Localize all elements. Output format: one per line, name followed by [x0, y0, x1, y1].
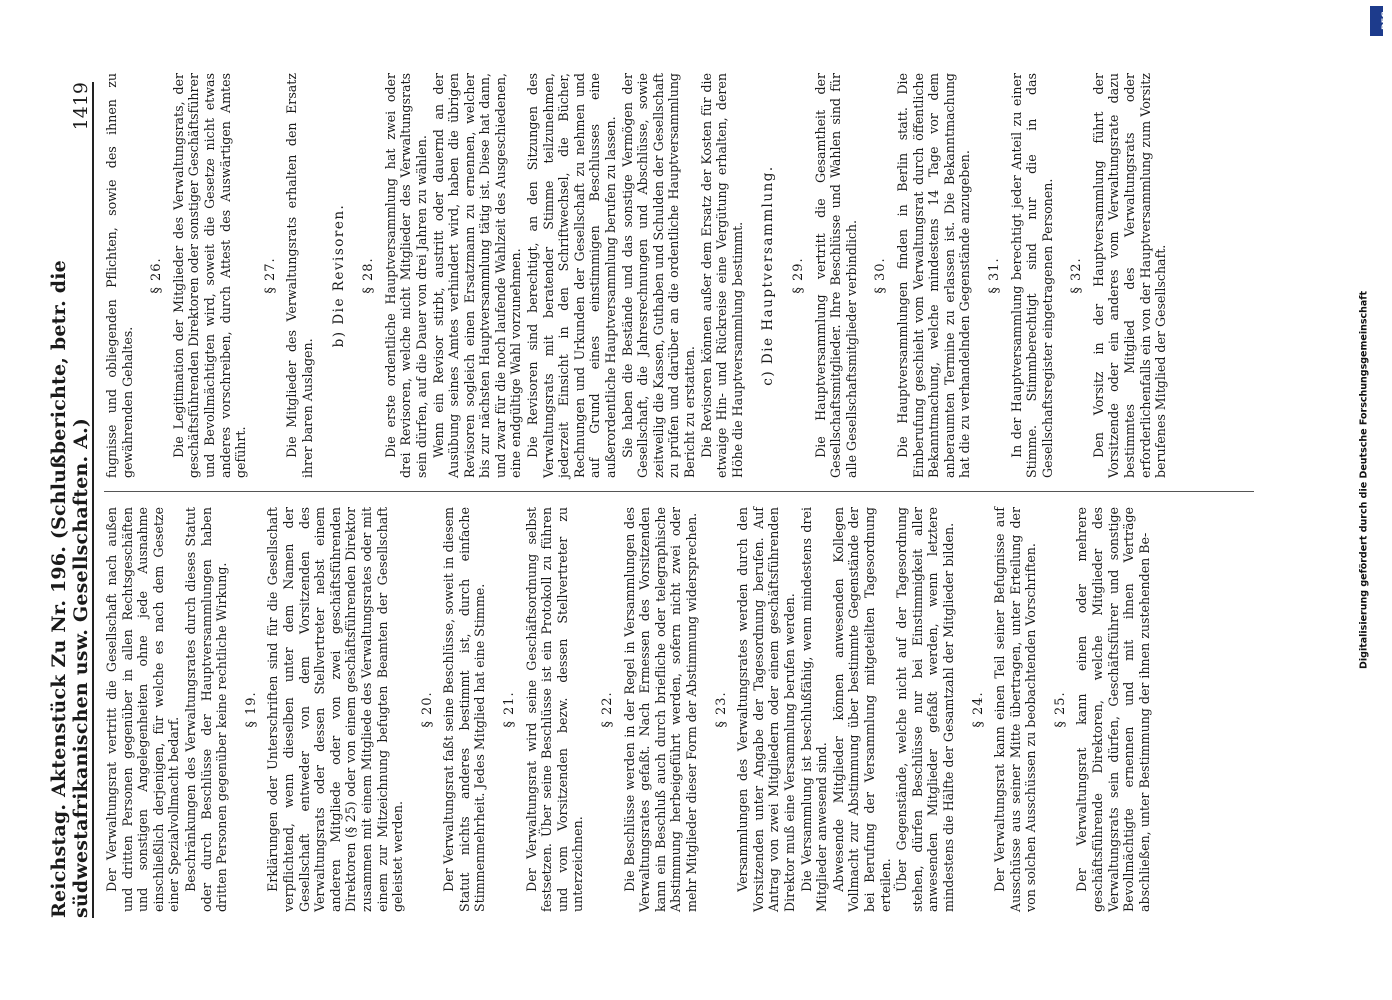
dfg-logo-text: DFG	[1380, 11, 1390, 30]
section-number: § 29.	[790, 257, 806, 294]
section-number: § 27.	[262, 257, 278, 294]
section-number: § 26.	[149, 257, 165, 294]
section-number: § 24.	[970, 691, 986, 728]
paragraph: Der Verwaltungsrat wird seine Geschäftsordnung selbst festsetzen. Über seine Beschlüsse ist ein Protokoll zu führen und vom Vorsitzenden bezw. dessen Stellvertreter zu unterzeichnen.	[523, 507, 586, 912]
section-number: § 31.	[986, 257, 1002, 294]
paragraph: Die Hauptversammlung vertritt die Gesamtheit der Gesellschaftsmitglieder. Ihre Beschlüsse und Wahlen sind für alle Gesellschaftsmitglieder verbindlich.	[812, 73, 859, 478]
section-number: § 30.	[873, 257, 889, 294]
paragraph: Den Vorsitz in der Hauptversammlung führt der Vorsitzende oder ein anderes vom Verwaltungsrate dazu bestimmtes Mitglied des Verwaltungsrats oder erforderlichenfalls ein von der Hauptversammlung zum Vorsitz berufenes Mitglied der Gesellschaft.	[1090, 73, 1169, 478]
section-number: § 20.	[419, 691, 435, 728]
digitization-note	[1357, 40, 1371, 920]
page-header	[48, 82, 94, 918]
paragraph: Die Revisoren sind berechtigt, an den Sitzungen des Verwaltungsrats mit beratender Stimme teilzunehmen, jederzeit Einsicht in den Schriftwechsel, die Bücher, Rechnungen und Urkunden der Gesellschaft zu nehmen und auf Grund eines einstimmigen Beschlusses eine außerordentliche Hauptversammlung berufen zu lassen.	[525, 73, 619, 478]
paragraph: Der Verwaltungsrat vertritt die Gesellschaft nach außen und dritten Personen gegenüber in allen Rechtsgeschäften und sonstigen Angelegenheiten ohne jede Ausnahme einschließlich derjenigen, für welche es nach dem Gesetze einer Spezialvollmacht bedarf.	[104, 507, 182, 912]
paragraph: Abwesende Mitglieder können anwesenden Kollegen Vollmacht zur Abstimmung über bestimmte Gegenstände der bei Berufung der Versammlung mitgeteilten Tagesordnung erteilen.	[830, 507, 893, 912]
paragraph: Sie haben die Bestände und das sonstige Vermögen der Gesellschaft, die Jahresrechnungen und Abschlüsse, sowie zeitweilig die Kassen, Guthaben und Schulden der Gesellschaft zu prüfen und darüber an die ordentliche Hauptversammlung Bericht zu erstatten.	[619, 73, 697, 478]
section-number: § 22.	[600, 691, 616, 728]
section-heading: b) Die Revisoren.	[330, 203, 347, 348]
section-number: § 19.	[243, 691, 259, 728]
section-number: § 23.	[713, 691, 729, 728]
paragraph: Der Verwaltungsrat kann einen oder mehrere geschäftsführende Direktoren, welche Mitglieder des Verwaltungsrats sein dürfen, Geschäftsführer und sonstige Bevollmächtigte ernennen und mit ihnen Verträge abschließen, unter Bestimmung der ihnen zustehenden Be-	[1074, 507, 1152, 912]
paragraph: Die Versammlung ist beschlußfähig, wenn mindestens drei Mitglieder anwesend sind.	[798, 507, 830, 912]
paragraph: Der Verwaltungsrat kann einen Teil seiner Befugnisse auf Ausschüsse aus seiner Mitte übertragen, unter Erteilung der von solchen Ausschüssen zu beobachtenden Vorschriften.	[992, 507, 1039, 912]
paragraph: fugnisse und obliegenden Pflichten, sowie des ihnen zu gewährenden Gehaltes.	[104, 73, 135, 478]
left-text-column	[104, 507, 1260, 912]
section-number: § 21.	[502, 691, 518, 728]
paragraph: Der Verwaltungsrat faßt seine Beschlüsse, soweit in diesem Statut nichts anderes bestimmt ist, durch einfache Stimmenmehrheit. Jedes Mitglied hat eine Stimme.	[441, 507, 488, 912]
page-number: 1419	[70, 82, 92, 131]
paragraph: In der Hauptversammlung berechtigt jeder Anteil zu einer Stimme. Stimmberechtigt sind nur die in das Gesellschaftsregister eingetragenen Personen.	[1008, 73, 1055, 478]
paragraph: Versammlungen des Verwaltungsrates werden durch den Vorsitzenden unter Angabe der Tagesordnung berufen. Auf Antrag von zwei Mitgliedern oder einem geschäftsführenden Direktor muß eine Versammlung berufen werden.	[735, 507, 797, 912]
section-number: § 25.	[1052, 691, 1068, 728]
paragraph: Über Gegenstände, welche nicht auf der Tagesordnung stehen, dürfen Beschlüsse nur bei Einstimmigkeit aller anwesenden Mitglieder gefaßt werden, wenn letztere mindestens die Hälfte der Gesamtzahl der Mitglieder bilden.	[894, 507, 956, 912]
dfg-logo	[1370, 6, 1390, 36]
paragraph: Erklärungen oder Unterschriften sind für die Gesellschaft verpflichtend, wenn dieselben unter dem Namen der Gesellschaft entweder von dem Vorsitzenden des Verwaltungsrats oder dessen Stellvertreter nebst einem anderen Mitgliede oder von zwei geschäftsführenden Direktoren (§ 25) oder von einem geschäftsführenden Direktor zusammen mit einem Mitgliede des Verwaltungsrates oder mit einem zur Mitzeichnung befugten Beamten der Gesellschaft geleistet werden.	[265, 507, 406, 912]
section-number: § 28.	[361, 257, 377, 294]
paragraph: Die Legitimation der Mitglieder des Verwaltungsrats, der geschäftsführenden Direktoren oder sonstiger Geschäftsführer und Bevollmächtigten wird, soweit die Gesetze nicht etwas anderes vorschreiben, durch Attest des Auswärtigen Amtes geführt.	[170, 73, 249, 478]
column-divider	[104, 491, 1254, 492]
section-number: § 32.	[1069, 257, 1085, 294]
paragraph: Die Beschlüsse werden in der Regel in Versammlungen des Verwaltungsrates gefaßt. Nach Ermessen des Vorsitzenden kann ein Beschluß auch durch briefliche oder telegraphische Abstimmung herbeigeführt werden, sofern nicht zwei oder mehr Mitglieder dieser Form der Abstimmung widersprechen.	[621, 507, 699, 912]
right-text-column	[104, 73, 1260, 478]
digitization-note-text: Digitalisierung gefördert durch die Deutsche Forschungsgemeinschaft	[1358, 291, 1370, 669]
paragraph: Beschränkungen des Verwaltungsrates durch dieses Statut oder durch Beschlüsse der Hauptversammlungen haben dritten Personen gegenüber keine rechtliche Wirkung.	[182, 507, 230, 912]
paragraph: Die Mitglieder des Verwaltungsrats erhalten den Ersatz ihrer baren Auslagen.	[284, 73, 315, 478]
paragraph: Die erste ordentliche Hauptversammlung hat zwei oder drei Revisoren, welche nicht Mitglieder des Verwaltungsrats sein dürfen, auf die Dauer von drei Jahren zu wählen.	[382, 73, 429, 478]
paragraph: Wenn ein Revisor stirbt, austritt oder dauernd an der Ausübung seines Amtes verhindert wird, haben die übrigen Revisoren sogleich einen Ersatzmann zu ernennen, welcher bis zur nächsten Hauptversammlung tätig ist. Diese hat dann, und zwar für die noch laufende Wahlzeit des Ausgeschiedenen, eine endgültige Wahl vorzunehmen.	[430, 73, 524, 478]
paragraph: Die Revisoren können außer dem Ersatz der Kosten für die etwaige Hin- und Rückreise eine Vergütung erhalten, deren Höhe die Hauptversammlung bestimmt.	[698, 73, 745, 478]
paragraph: Die Hauptversammlungen finden in Berlin statt. Die Einberufung geschieht vom Verwaltungsrat durch öffentliche Bekanntmachung, welche mindestens 14 Tage vor dem anberaumten Termine zu erlassen ist. Die Bekanntmachung hat die zu verhandelnden Gegenstände anzugeben.	[894, 73, 973, 478]
section-heading: c) Die Hauptversammlung.	[760, 165, 777, 386]
running-title: Reichstag. Aktenstück Zu Nr. 196. (Schlußberichte, betr. die südwestafrikanischen usw. Gesellschaften. A.)	[48, 260, 92, 918]
